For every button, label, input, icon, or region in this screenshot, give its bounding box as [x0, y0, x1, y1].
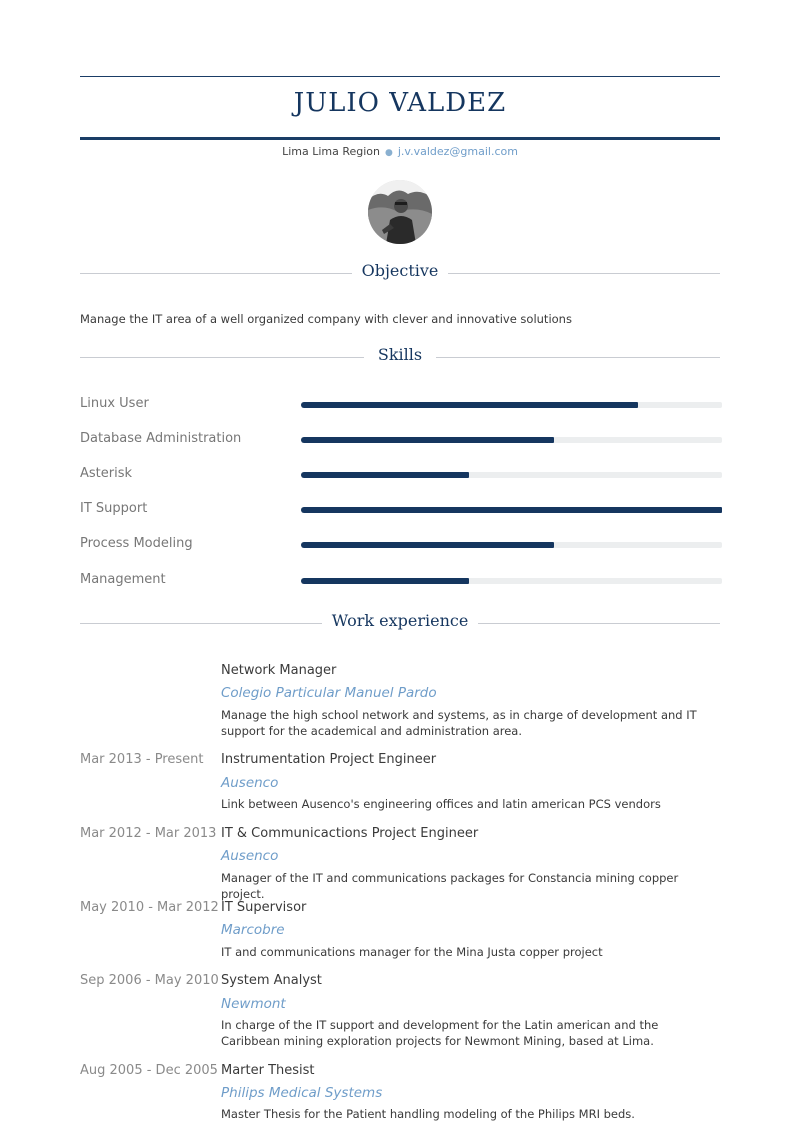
header-bottom-rule — [80, 137, 720, 140]
skill-name: Database Administration — [80, 431, 242, 446]
skill-level-bar — [301, 472, 722, 478]
job-title: Network Manager — [221, 663, 337, 678]
skill-level-bar — [301, 437, 722, 443]
skill-level-fill — [301, 542, 554, 548]
avatar — [368, 180, 432, 244]
job-company: Colegio Particular Manuel Pardo — [221, 685, 437, 701]
job-company: Ausenco — [221, 775, 279, 791]
skills-section-header — [80, 345, 720, 369]
job-title: Instrumentation Project Engineer — [221, 752, 437, 767]
skill-name: Linux User — [80, 396, 149, 411]
contact-line — [80, 145, 720, 158]
job-title: Marter Thesist — [221, 1063, 315, 1078]
job-company: Marcobre — [221, 922, 285, 938]
skill-name: Process Modeling — [80, 536, 193, 551]
job-title: System Analyst — [221, 973, 322, 988]
skill-level-fill — [301, 402, 638, 408]
job-description: Manager of the IT and communications packages for Constancia mining copper project. — [221, 871, 679, 901]
job-company: Newmont — [221, 996, 286, 1012]
objective-text: Manage the IT area of a well organized company with clever and innovative solutions — [80, 312, 572, 326]
job-description: In charge of the IT support and development for the Latin american and the Caribbean mining exploration projects for Newmont Mining, based at Lima. — [221, 1018, 659, 1048]
skill-level-fill — [301, 507, 722, 513]
profile-photo-icon — [368, 180, 432, 244]
objective-section-header — [80, 261, 720, 285]
job-title: IT Supervisor — [221, 900, 307, 915]
skill-level-fill — [301, 578, 469, 584]
skill-level-fill — [301, 437, 554, 443]
job-date: Mar 2012 - Mar 2013 — [80, 826, 217, 841]
objective-heading: Objective — [361, 261, 439, 280]
job-title: IT & Communicactions Project Engineer — [221, 826, 479, 841]
skill-level-bar — [301, 402, 722, 408]
skill-level-bar — [301, 542, 722, 548]
skill-name: Management — [80, 572, 166, 587]
job-description: Master Thesis for the Patient handling modeling of the Philips MRI beds. — [221, 1107, 635, 1121]
email-link[interactable]: j.v.valdez@gmail.com — [397, 145, 518, 158]
candidate-name: JULIO VALDEZ — [293, 88, 507, 118]
skills-heading: Skills — [377, 345, 423, 364]
job-description: IT and communications manager for the Mina Justa copper project — [221, 945, 603, 959]
work-heading: Work experience — [331, 611, 469, 630]
job-date: May 2010 - Mar 2012 — [80, 900, 219, 915]
job-date: Mar 2013 - Present — [80, 752, 204, 767]
work-section-header — [80, 611, 720, 635]
skill-name: IT Support — [80, 501, 148, 516]
job-company: Philips Medical Systems — [221, 1085, 383, 1101]
job-description: Manage the high school network and systems, as in charge of development and IT support for the academical and administration area. — [221, 708, 697, 738]
skill-name: Asterisk — [80, 466, 133, 481]
bullet-separator-icon: ● — [385, 148, 393, 158]
job-company: Ausenco — [221, 848, 279, 864]
skill-level-bar — [301, 578, 722, 584]
header-top-rule — [80, 76, 720, 77]
skill-level-bar — [301, 507, 722, 513]
job-date: Sep 2006 - May 2010 — [80, 973, 219, 988]
job-date: Aug 2005 - Dec 2005 — [80, 1063, 218, 1078]
location-text: Lima Lima Region — [282, 145, 380, 158]
skill-level-fill — [301, 472, 469, 478]
job-description: Link between Ausenco's engineering offices and latin american PCS vendors — [221, 797, 661, 811]
